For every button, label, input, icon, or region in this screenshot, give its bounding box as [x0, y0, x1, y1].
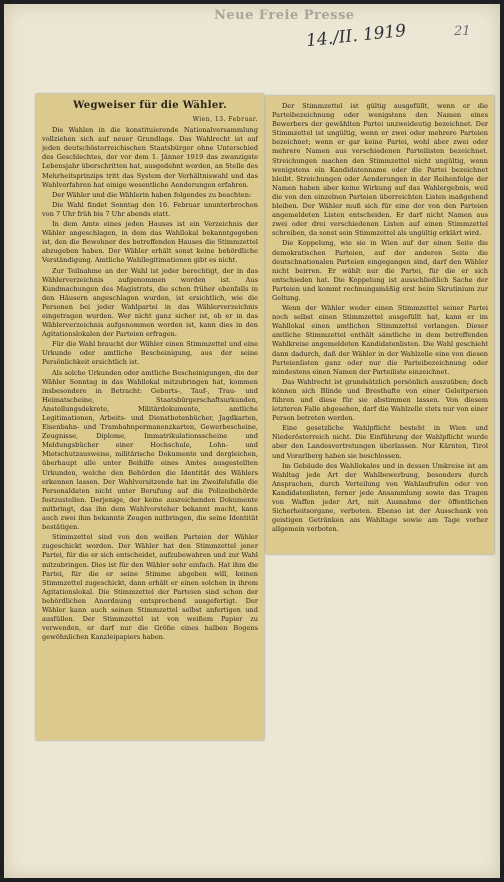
- left-column-text: [42, 100, 258, 736]
- clipping-right-column: [266, 96, 494, 554]
- paragraph: Für die Wahl braucht der Wähler einen Stimmzettel und eine Urkunde oder amtliche Bescheinigung, aus der seine Persönlichkeit ersichtlich ist.: [42, 340, 258, 367]
- paragraph: Im Gebäude des Wahllokales und in dessen Umkreise ist am Wahltag jede Art der Wahlbewerbung, besonders durch Ansprachen, durch Verteilung von Wahlaufrufen oder von Kandidatenlisten, ferner jede Ansammlung sowie das Tragen von Waffen jeder Art, mit Ausnahme der öffentlichen Sicherheitsorgane, verboten. Ebenso ist der Ausschank von geistigen Getränken am Wahltage sowie am Tage vorher allgemein verboten.: [272, 461, 488, 534]
- paragraph: Stimmzettel sind von den weißen Parteien der Wähler zugeschickt worden. Der Wähler hat den Stimmzettel jener Partei, für die er sich entscheidet, aufzubewahren und zur Wahl mitzubringen. Dies ist für den Wähler sehr einfach. Hat ihm die Partei, für die er seine Stimme abgeben will, keinen Stimmzettel zugeschickt, dann erhält er einen solchen in ihrem Agitationslokal. Die Stimmzettel der Parteien sind schon der behördlichen Anordnung entsprechend ausgefertigt. Der Wähler kann auch seinen Stimmzettel selbst anfertigen und ausfüllen. Der Stimmzettel ist von weißem Papier zu verwenden, er darf nur die Größe eines halben Bogens gewöhnlichen Kanzleipapiers haben.: [42, 533, 258, 642]
- paragraph: In dem Amte eines jeden Hauses ist ein Verzeichnis der Wähler angeschlagen, in dem das Wahllokal bekanntgegeben ist, den die Bewohner des betreffenden Hauses die Stimmzettel abzugeben haben. Der Wähler erhält sonst keine behördliche Verständigung. Amtliche Wahllegitimationen gibt es nicht.: [42, 220, 258, 265]
- paragraph: Zur Teilnahme an der Wahl ist jeder berechtigt, der in das Wählerverzeichnis aufgenommen worden ist. Aus Kundmachungen des Magistrats, die schon früher ebenfalls in den Häusern angeschlagen wurden, ist ersichtlich, wie die Personen bei jeder Wahlpartei in das Wählerverzeichnis eingetragen wurden. Wer nicht ganz sicher ist, ob er in das Wählerverzeichnis aufgenommen worden ist, kann dies in den Agitationslokalen der Parteien erfragen.: [42, 266, 258, 339]
- paragraph: Eine gesetzliche Wahlpflicht besteht in Wien und Niederösterreich nicht. Die Einführung der Wahlpflicht wurde aber den Landesvertretungen überlassen. Nur Kärnten, Tirol und Vorarlberg haben sie beschlossen.: [272, 424, 488, 460]
- paragraph: Der Wähler und die Wählerin haben folgendes zu beachten:: [52, 190, 252, 199]
- paragraph: Der Stimmzettel ist gültig ausgefüllt, wenn er die Parteibezeichnung oder wenigstens den Namen eines Bewerbers der gewählten Partei unzweideutig bezeichnet. Der Stimmzettel ist ungültig, wenn er zwei oder mehrere Parteien bezeichnet; wenn er gar keine Partei, wohl aber zwei oder mehrere Namen aus verschiedenen Parteilisten bezeichnet. Streichungen machen den Stimmzettel nicht ungültig, wenn wenigstens ein Kandidatenname oder die Partei bezeichnet bleibt. Streichungen oder Aenderungen in der Reihenfolge der Namen haben aber keine Wirkung auf das Wahlergebnis, weil die von den einzelnen Parteien überreichten Listen maßgebend bleiben. Der Wähler muß sich für eine der von den Parteien angemeldeten Listen entscheiden. Er darf nicht Namen aus zwei oder drei verschiedenen Listen auf einen Stimmzettel schreiben, da sonst sein Stimmzettel als ungültig erklärt wird.: [272, 102, 488, 238]
- clipping-left-column: [36, 94, 264, 740]
- paragraph: Wenn der Wähler weder einen Stimmzettel seiner Partei noch selbst einen Stimmzettel ausgefüllt hat, kann er im Wahllokal einen amtlichen Stimmzettel verlangen. Dieser amtliche Stimmzettel enthält sämtliche in dem betreffenden Wahlkreise angemeldeten Kandidatenlisten. Die Wahl geschieht dann dadurch, daß der Wähler in der Wahlzelle eine von diesen Parteienlisten ganz oder nur die Parteibezeichnung oder mindestens einen Namen der Parteiliste einzeichnet.: [272, 304, 488, 376]
- article-dateline: Wien, 13. Februar.: [192, 116, 258, 123]
- handwritten-date: 14./II. 1919: [305, 20, 408, 52]
- article-title: Wegweiser für die Wähler.: [73, 100, 227, 111]
- paragraph: Die Koppelung, wie sie in Wien auf der einen Seite die demokratischen Parteien, auf der anderen Seite die deutschnationalen Parteien eingegangen sind, darf den Wähler nicht beirren. Er wählt nur die Partei, für die er sich entschieden hat. Die Koppelung ist ausschließlich Sache der Parteien und kommt rechnungsmäßig erst beim Skrutinium zur Geltung.: [272, 239, 488, 302]
- archive-sheet: [4, 4, 500, 878]
- paragraph: Die Wahl findet Sonntag den 16. Februar ununterbrochen von 7 Uhr früh bis 7 Uhr abends statt.: [42, 200, 258, 218]
- right-column-text: [272, 102, 488, 550]
- paragraph: Die Wahlen in die konstituierende Nationalversammlung vollziehen sich auf neuer Grundlage. Das Wahlrecht ist auf jeden deutschösterreichischen Staatsbürger ohne Unterschied des Geschlechtes, der vor dem 1. Jänner 1919 das zwanzigste Lebensjahr überschritten hat, ausgedehnt worden, an Stelle des Mehrheitsprinzips tritt das System der Verhältniswahl und das Wahlverfahren hat einige wesentliche Aenderungen erfahren.: [42, 126, 258, 189]
- paragraph: Als solche Urkunden oder amtliche Bescheinigungen, die der Wähler Sonntag in das Wahllokal mitzubringen hat, kommen insbesondere in Betracht: Geburts-, Tauf-, Trau- und Heimatscheine, Staatsbürgerschaftsurkunden, Anstellungsdekrete, Militärdokumente, amtliche Legitimationen, Arbeits- und Dienstbotenbücher, Jagdkarten, Eisenbahn- und Trambahnpermanenzkarten, Gewerbescheine, Zeugnisse, Diplome, Immatrikulationsscheine und Meldungsbücher einer Hochschule, Lohn- und Mietschutzausweise, militärische Dokumente und dergleichen, überhaupt alle unter Beihilfe eines Amtes ausgestellten Urkunden, welche den Behörden die Identität des Wählers erkennen lassen. Der Wahlvorsitzende hat im Zweifelsfalle die Personaldaten nicht unter Berufung auf die Polizeibehörde festzustellen. Derjenige, der keine ausreichenden Dokumente mitbringt, das ihn dem Wahlvorsteher bekannt macht, kann auch zwei ihm bekannte Zeugen mitbringen, die seine Identität bestätigen.: [42, 368, 258, 532]
- newspaper-stamp: Neue Freie Presse: [214, 8, 355, 23]
- handwritten-page-number: 21: [454, 24, 471, 39]
- paragraph: Das Wahlrecht ist grundsätzlich persönlich auszuüben; doch können sich Blinde und Bresthafte von einer Geleitperson führen und diese für sie abstimmen lassen. Von diesem letzteren Falle abgesehen, darf die Wahlzelle stets nur von einer Person betreten werden.: [272, 377, 488, 423]
